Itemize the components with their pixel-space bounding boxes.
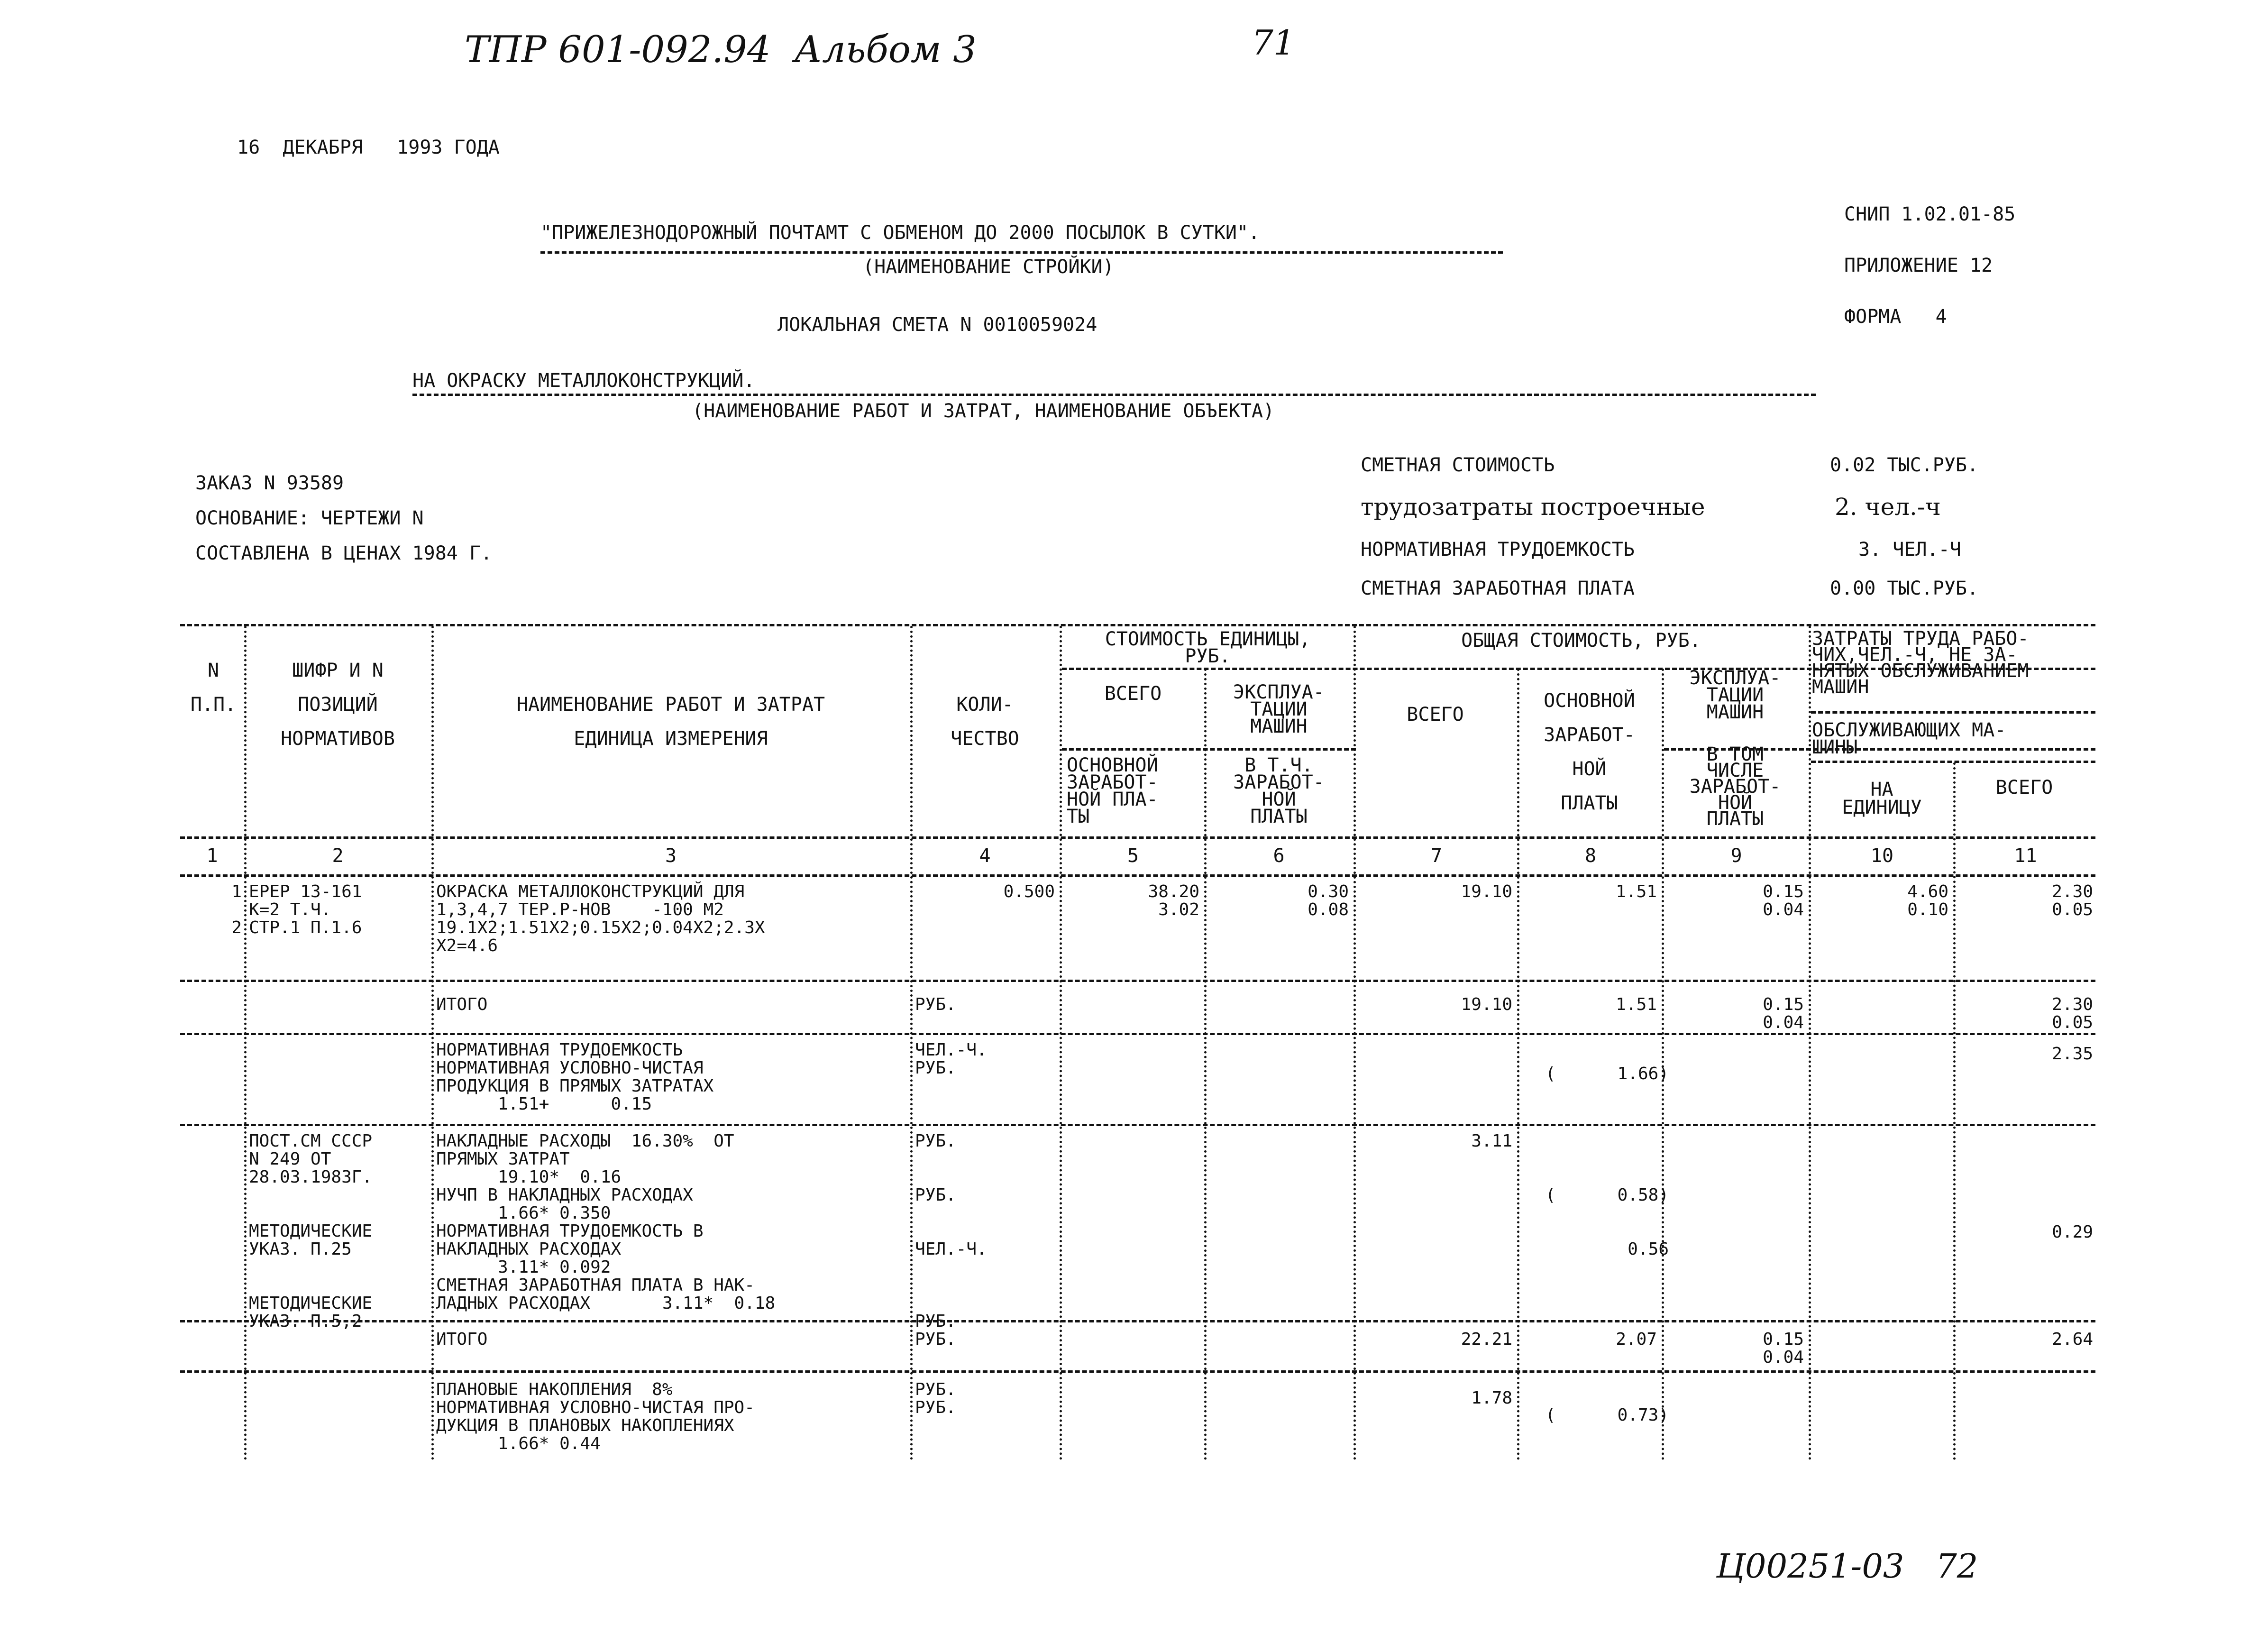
row1-total-machines: 0.15 0.04 bbox=[1763, 882, 1804, 919]
row4-code: ПОСТ.СМ СССР N 249 ОТ 28.03.1983Г. МЕТОДИЧЕСКИЕ УКАЗ. П.25 МЕТОДИЧЕСКИЕ УКАЗ. П.5,2 bbox=[249, 1131, 373, 1331]
row3-total-wage: ( 1.66) bbox=[1545, 1064, 1669, 1083]
col-number-2: 2 bbox=[332, 845, 344, 867]
row6-name: ПЛАНОВЫЕ НАКОПЛЕНИЯ 8% НОРМАТИВНАЯ УСЛОВНО-ЧИСТАЯ ПРО- ДУКЦИЯ В ПЛАНОВЫХ НАКОПЛЕНИЯХ 1.66* 0.44 bbox=[436, 1380, 755, 1453]
row6-unit: РУБ. РУБ. bbox=[915, 1380, 956, 1417]
estimate-title: ЛОКАЛЬНАЯ СМЕТА N 0010059024 bbox=[777, 314, 1097, 336]
row1-code: ЕРЕР 13-161 К=2 Т.Ч. СТР.1 П.1.6 bbox=[249, 882, 362, 937]
header-quantity: КОЛИ- ЧЕСТВО bbox=[951, 694, 1019, 750]
row4-total-wage: ( 0.58) 0.56 bbox=[1545, 1185, 1669, 1259]
header-total-cost-machines-wage: В ТОМ ЧИСЛЕ ЗАРАБОТ- НОЙ ПЛАТЫ bbox=[1689, 743, 1781, 830]
header-labor-total: ВСЕГО bbox=[1995, 777, 2053, 798]
snip-reference bbox=[1844, 172, 2015, 342]
header-number: N П.П. bbox=[190, 660, 237, 716]
col-number-4: 4 bbox=[979, 845, 991, 867]
row1-quantity: 0.500 bbox=[1003, 882, 1055, 901]
work-title-underline bbox=[412, 394, 1816, 396]
row2-name: ИТОГО bbox=[436, 995, 488, 1014]
row4-total: 3.11 bbox=[1471, 1131, 1512, 1151]
summary-wage-label: СМЕТНАЯ ЗАРАБОТНАЯ ПЛАТА bbox=[1361, 578, 1635, 599]
summary-labor-label: трудозатраты построечные bbox=[1361, 493, 1705, 521]
table-rule-subheader-4 bbox=[1811, 711, 2095, 714]
header-unit-cost-machines: ЭКСПЛУА- ТАЦИИ МАШИН bbox=[1233, 681, 1325, 737]
header-total-cost: ОБЩАЯ СТОИМОСТЬ, РУБ. bbox=[1461, 630, 1701, 652]
col-number-1: 1 bbox=[206, 845, 218, 867]
row1-total: 19.10 bbox=[1461, 882, 1512, 901]
row4-labor-total: 0.29 bbox=[2052, 1222, 2093, 1242]
snip-line-2: ПРИЛОЖЕНИЕ 12 bbox=[1844, 255, 1993, 276]
project-title: "ПРИЖЕЛЕЗНОДОРОЖНЫЙ ПОЧТАМТ С ОБМЕНОМ ДО 2000 ПОСЫЛОК В СУТКИ". bbox=[540, 222, 1260, 244]
project-title-underline bbox=[540, 251, 1503, 254]
row2-labor-total: 2.30 0.05 bbox=[2052, 995, 2093, 1032]
work-caption: (НАИМЕНОВАНИЕ РАБОТ И ЗАТРАТ, НАИМЕНОВАНИЕ ОБЪЕКТА) bbox=[692, 400, 1275, 422]
row5-name: ИТОГО bbox=[436, 1330, 488, 1349]
estimate-date: 16 ДЕКАБРЯ 1993 ГОДА bbox=[237, 137, 500, 158]
header-unit-cost-machines-wage: В Т.Ч. ЗАРАБОТ- НОЙ ПЛАТЫ bbox=[1233, 754, 1325, 827]
order-prices: СОСТАВЛЕНА В ЦЕНАХ 1984 Г. bbox=[195, 542, 493, 564]
col-number-9: 9 bbox=[1730, 845, 1742, 867]
col-number-7: 7 bbox=[1430, 845, 1443, 867]
header-labor: ЗАТРАТЫ ТРУДА РАБО- ЧИХ,ЧЕЛ.-Ч, НЕ ЗА- НЯТЫХ ОБСЛУЖИВАНИЕМ МАШИН bbox=[1812, 628, 2029, 698]
header-code: ШИФР И N ПОЗИЦИЙ НОРМАТИВОВ bbox=[281, 660, 395, 750]
summary-wage-value: 0.00 ТЫС.РУБ. bbox=[1830, 578, 1979, 599]
col-number-3: 3 bbox=[665, 845, 677, 867]
row1-unit-machines: 0.30 0.08 bbox=[1308, 882, 1349, 919]
order-number: ЗАКАЗ N 93589 bbox=[195, 472, 344, 494]
table-rule-subheader-2 bbox=[1062, 748, 1356, 751]
row5-total: 22.21 bbox=[1461, 1330, 1512, 1349]
table-rule-row4 bbox=[180, 1320, 2095, 1322]
row2-total-wage: 1.51 bbox=[1616, 995, 1657, 1014]
header-labor-per-unit: НА ЕДИНИЦУ bbox=[1842, 779, 1922, 818]
row3-name: НОРМАТИВНАЯ ТРУДОЕМКОСТЬ НОРМАТИВНАЯ УСЛОВНО-ЧИСТАЯ ПРОДУКЦИЯ В ПРЯМЫХ ЗАТРАТАХ 1.51+ 0.15 bbox=[436, 1040, 714, 1114]
table-rule-header-bottom bbox=[180, 836, 2095, 839]
summary-estimated-cost-label: СМЕТНАЯ СТОИМОСТЬ bbox=[1361, 454, 1555, 476]
header-unit-cost: СТОИМОСТЬ ЕДИНИЦЫ, РУБ. bbox=[1105, 628, 1311, 667]
header-labor-machines: ОБСЛУЖИВАЮЩИХ МА- ШИНЫ bbox=[1812, 719, 2006, 758]
col-number-8: 8 bbox=[1584, 845, 1597, 867]
row5-unit: РУБ. bbox=[915, 1330, 956, 1349]
album-reference: ТПР 601-092.94 Альбом 3 bbox=[465, 28, 977, 71]
row5-total-machines: 0.15 0.04 bbox=[1763, 1330, 1804, 1367]
snip-line-1: СНИП 1.02.01-85 bbox=[1844, 203, 2016, 225]
row2-total: 19.10 bbox=[1461, 995, 1512, 1014]
row1-total-wage: 1.51 bbox=[1616, 882, 1657, 901]
row1-name: ОКРАСКА МЕТАЛЛОКОНСТРУКЦИЙ ДЛЯ 1,3,4,7 ТЕР.Р-НОВ -100 М2 19.1Х2;1.51Х2;0.15Х2;0.04Х2;2.3Х Х2=4.6 bbox=[436, 882, 765, 955]
table-rule-row2 bbox=[180, 1033, 2095, 1035]
row1-unit-total: 38.20 3.02 bbox=[1148, 882, 1199, 919]
row5-labor-total: 2.64 bbox=[2052, 1330, 2093, 1349]
table-rule-row5 bbox=[180, 1370, 2095, 1373]
order-basis: ОСНОВАНИЕ: ЧЕРТЕЖИ N bbox=[195, 507, 424, 529]
row6-total: 1.78 bbox=[1471, 1388, 1512, 1408]
row3-labor-total: 2.35 bbox=[2052, 1044, 2093, 1064]
table-col-sep-9 bbox=[1809, 626, 1811, 1460]
summary-normative-value: 3. ЧЕЛ.-Ч bbox=[1858, 539, 1961, 560]
row4-name: НАКЛАДНЫЕ РАСХОДЫ 16.30% ОТ ПРЯМЫХ ЗАТРАТ 19.10* 0.16 НУЧП В НАКЛАДНЫХ РАСХОДАХ 1.66* 0.350 НОРМАТИВНАЯ ТРУДОЕМКОСТЬ В НАКЛАДНЫХ РАСХОДАХ 3.11* 0.092 СМЕТНАЯ ЗАРАБОТНАЯ ПЛАТА В НАК- ЛАДНЫХ РАСХОДАХ 3.11* 0.18 bbox=[436, 1131, 776, 1313]
header-unit-cost-wage: ОСНОВНОЙ ЗАРАБОТ- НОЙ ПЛА- ТЫ bbox=[1067, 754, 1158, 827]
table-rule-top bbox=[180, 624, 2095, 626]
summary-normative-label: НОРМАТИВНАЯ ТРУДОЕМКОСТЬ bbox=[1361, 539, 1635, 560]
header-total-cost-all: ВСЕГО bbox=[1407, 704, 1464, 725]
summary-estimated-cost-value: 0.02 ТЫС.РУБ. bbox=[1830, 454, 1979, 476]
page-number: 71 bbox=[1252, 23, 1295, 63]
row4-unit: РУБ. РУБ. ЧЕЛ.-Ч. РУБ. bbox=[915, 1131, 987, 1331]
table-col-sep-4 bbox=[1060, 626, 1062, 1460]
col-number-5: 5 bbox=[1127, 845, 1139, 867]
header-total-cost-wage: ОСНОВНОЙ ЗАРАБОТ- НОЙ ПЛАТЫ bbox=[1544, 690, 1635, 814]
header-unit-cost-total: ВСЕГО bbox=[1104, 683, 1162, 705]
row6-total-wage: ( 0.73) bbox=[1545, 1405, 1669, 1425]
archive-stamp: Ц00251-03 72 bbox=[1716, 1547, 1978, 1586]
row1-number: 1 2 bbox=[231, 882, 242, 937]
col-number-11: 11 bbox=[2014, 845, 2037, 867]
table-rule-row1 bbox=[180, 980, 2095, 982]
col-number-10: 10 bbox=[1870, 845, 1894, 867]
snip-line-3: ФОРМА 4 bbox=[1844, 306, 1947, 328]
summary-labor-value: 2. чел.-ч bbox=[1835, 493, 1941, 521]
row1-labor-total: 2.30 0.05 bbox=[2052, 882, 2093, 919]
row1-labor-unit: 4.60 0.10 bbox=[1907, 882, 1948, 919]
table-col-sep-10 bbox=[1953, 762, 1956, 1460]
header-name: НАИМЕНОВАНИЕ РАБОТ И ЗАТРАТ ЕДИНИЦА ИЗМЕРЕНИЯ bbox=[516, 694, 825, 750]
work-title: НА ОКРАСКУ МЕТАЛЛОКОНСТРУКЦИЙ. bbox=[412, 370, 755, 392]
row5-total-wage: 2.07 bbox=[1616, 1330, 1657, 1349]
col-number-6: 6 bbox=[1273, 845, 1285, 867]
row3-unit: ЧЕЛ.-Ч. РУБ. bbox=[915, 1040, 987, 1078]
row2-unit: РУБ. bbox=[915, 995, 956, 1014]
header-total-cost-machines: ЭКСПЛУА- ТАЦИИ МАШИН bbox=[1689, 667, 1781, 723]
project-caption: (НАИМЕНОВАНИЕ СТРОЙКИ) bbox=[863, 256, 1114, 278]
table-rule-colnum-bottom bbox=[180, 874, 2095, 877]
table-rule-row3 bbox=[180, 1124, 2095, 1126]
row2-total-machines: 0.15 0.04 bbox=[1763, 995, 1804, 1032]
